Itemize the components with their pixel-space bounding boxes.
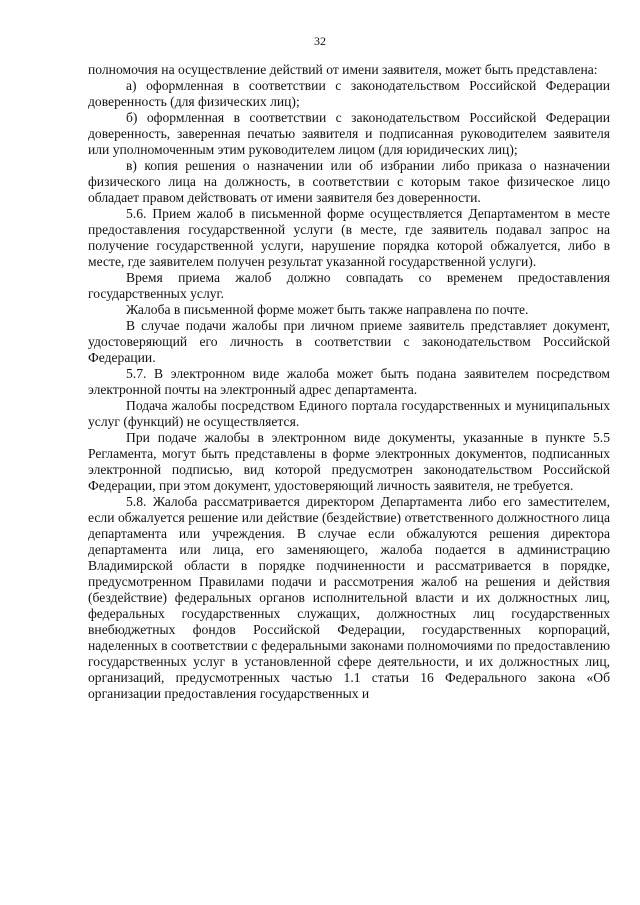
document-body [88,62,610,702]
paragraph-personal-reception: В случае подачи жалобы при личном приеме заявитель представляет документ, удостоверяющий его личность в соответствии с законодательством Российской Федерации. [88,318,610,365]
paragraph-portal: Подача жалобы посредством Единого портала государственных и муниципальных услуг (функций) не осуществляется. [88,398,610,429]
paragraph-continuation: полномочия на осуществление действий от имени заявителя, может быть представлена: [88,62,598,77]
paragraph-postal: Жалоба в письменной форме может быть также направлена по почте. [126,302,529,317]
paragraph-item-b: б) оформленная в соответствии с законодательством Российской Федерации доверенность, заверенная печатью заявителя и подписанная руководителем заявителя или уполномоченным этим руководителем лицом (для юридических лиц); [88,110,610,157]
paragraph-item-a: а) оформленная в соответствии с законодательством Российской Федерации доверенность (для физических лиц); [88,78,610,109]
paragraph-5-6: 5.6. Прием жалоб в письменной форме осуществляется Департаментом в месте предоставления государственной услуги (в месте, где заявитель подавал запрос на получение государственной услуги, нарушение порядка которой обжалуется, либо в месте, где заявителем получен результат указанной государственной услуги). [88,206,610,269]
paragraph-electronic-documents: При подаче жалобы в электронном виде документы, указанные в пункте 5.5 Регламента, могут быть представлены в форме электронных документов, подписанных электронной подписью, вид которой предусмотрен законодательством Российской Федерации, при этом документ, удостоверяющий личность заявителя, не требуется. [88,430,610,493]
paragraph-item-v: в) копия решения о назначении или об избрании либо приказа о назначении физического лица на должность, в соответствии с которым такое физическое лицо обладает правом действовать от имени заявителя без доверенности. [88,158,610,205]
paragraph-5-7: 5.7. В электронном виде жалоба может быть подана заявителем посредством электронной почты на электронный адрес департамента. [88,366,610,397]
paragraph-5-8: 5.8. Жалоба рассматривается директором Департамента либо его заместителем, если обжалуется решение или действие (бездействие) ответственного должностного лица департамента или учреждения. В случае если обжалуются решения директора департамента или лица, его заменяющего, жалоба подается в администрацию Владимирской области в порядке подчиненности и рассматривается в порядке, предусмотренном Правилами подачи и рассмотрения жалоб на решения и действия (бездействие) федеральных органов исполнительной власти и их должностных лиц, федеральных государственных служащих, должностных лиц государственных внебюджетных фондов Российской Федерации, государственных корпораций, наделенных в соответствии с федеральными законами полномочиями по предоставлению государственных услуг в установленной сфере деятельности, и их должностных лиц, организаций, предусмотренных частью 1.1 статьи 16 Федерального закона «Об организации предоставления государственных и [88,494,610,701]
paragraph-reception-time: Время приема жалоб должно совпадать со временем предоставления государственных услуг. [88,270,610,301]
page-number: 32 [314,34,326,48]
